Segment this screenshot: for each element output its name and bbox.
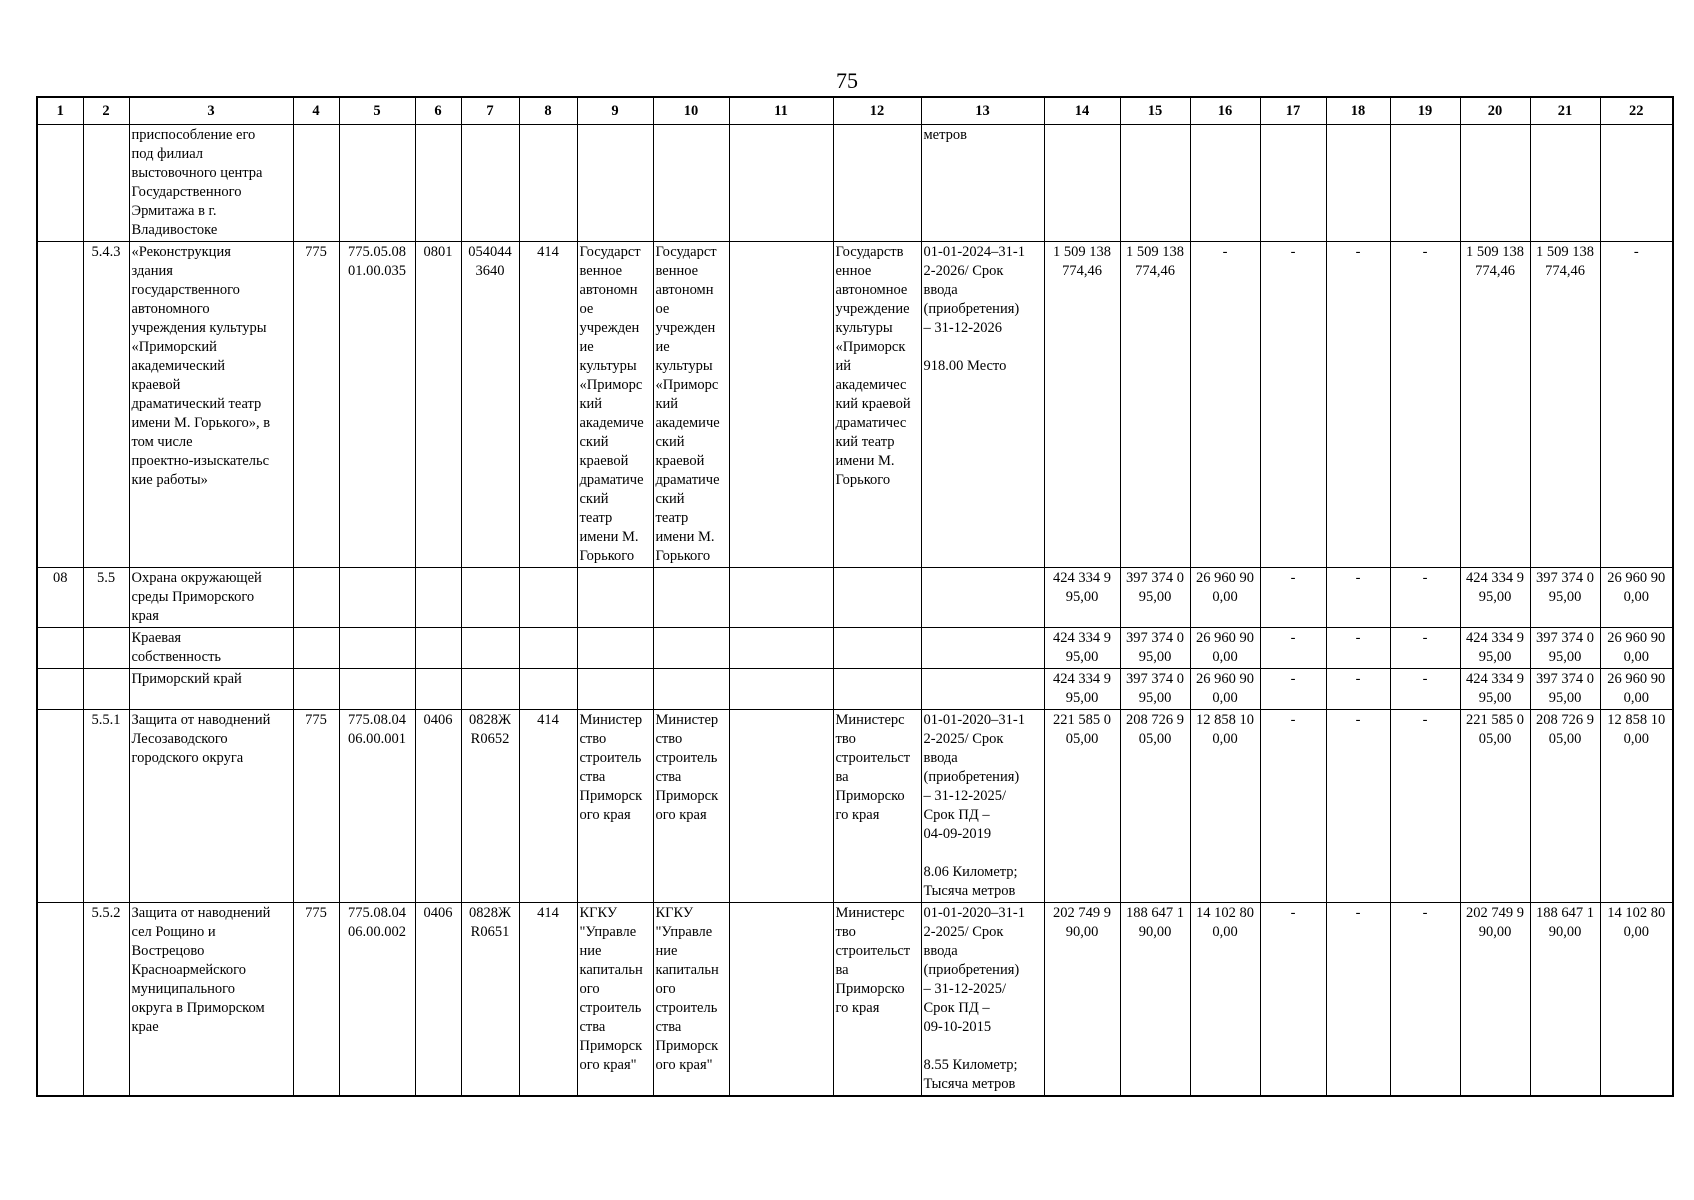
table-cell: - [1326, 710, 1390, 903]
table-cell [729, 568, 833, 628]
column-header: 19 [1390, 97, 1460, 125]
table-cell [519, 568, 577, 628]
table-cell [729, 242, 833, 568]
table-cell: 424 334 9 95,00 [1044, 568, 1120, 628]
table-cell [339, 669, 415, 710]
table-cell [653, 628, 729, 669]
table-cell: 26 960 90 0,00 [1600, 628, 1673, 669]
table-cell [577, 628, 653, 669]
table-cell: 775.08.04 06.00.002 [339, 903, 415, 1097]
table-cell [83, 628, 129, 669]
table-cell: 414 [519, 242, 577, 568]
row-kraevaya [37, 628, 1673, 669]
table-cell [833, 669, 921, 710]
column-header: 13 [921, 97, 1044, 125]
table-cell: Краевая собственность [129, 628, 293, 669]
table-cell: 188 647 1 90,00 [1120, 903, 1190, 1097]
table-cell [461, 669, 519, 710]
table-cell [415, 628, 461, 669]
table-cell: «Реконструкция здания государственного автономного учреждения культуры «Приморский академический краевой драматический театр имени М. Горького», в том числе проектно-изыскательс кие работы» [129, 242, 293, 568]
row-5-5 [37, 568, 1673, 628]
table-cell: 26 960 90 0,00 [1190, 669, 1260, 710]
table-cell [653, 125, 729, 242]
table-cell: 26 960 90 0,00 [1190, 628, 1260, 669]
column-header: 21 [1530, 97, 1600, 125]
table-cell [293, 669, 339, 710]
table-cell [921, 669, 1044, 710]
table-cell: 01-01-2020–31-1 2-2025/ Срок ввода (приобретения) – 31-12-2025/ Срок ПД – 09-10-2015 8.55 Километр; Тысяча метров [921, 903, 1044, 1097]
table-cell: 208 726 9 05,00 [1530, 710, 1600, 903]
column-header: 18 [1326, 97, 1390, 125]
table-cell: 775.05.08 01.00.035 [339, 242, 415, 568]
table-cell [833, 125, 921, 242]
table-cell: 1 509 138 774,46 [1460, 242, 1530, 568]
table-cell: - [1390, 669, 1460, 710]
column-header: 7 [461, 97, 519, 125]
table-cell: 0828Ж R0652 [461, 710, 519, 903]
table-cell: 397 374 0 95,00 [1120, 628, 1190, 669]
table-cell: - [1390, 903, 1460, 1097]
table-cell: КГКУ "Управле ние капитальн ого строитель ства Приморск ого края" [653, 903, 729, 1097]
page-number: 75 [836, 68, 858, 93]
table-cell: 26 960 90 0,00 [1190, 568, 1260, 628]
table-cell: КГКУ "Управле ние капитальн ого строитель ства Приморск ого края" [577, 903, 653, 1097]
table-cell: - [1260, 710, 1326, 903]
table-cell: 397 374 0 95,00 [1120, 669, 1190, 710]
table-cell [519, 669, 577, 710]
table-cell: 414 [519, 710, 577, 903]
table-cell [37, 903, 83, 1097]
column-header: 12 [833, 97, 921, 125]
table-cell [461, 568, 519, 628]
column-header: 22 [1600, 97, 1673, 125]
table-cell: 0406 [415, 710, 461, 903]
table-cell: Государст венное автономн ое учрежден ие культуры «Приморс кий академиче ский краевой драматиче ский театр имени М. Горького [653, 242, 729, 568]
table-cell: - [1390, 628, 1460, 669]
table-cell: приспособление его под филиал выстовочного центра Государственного Эрмитажа в г. Владивостоке [129, 125, 293, 242]
column-header: 20 [1460, 97, 1530, 125]
table-cell [1390, 125, 1460, 242]
table-cell: - [1260, 903, 1326, 1097]
table-cell: 202 749 9 90,00 [1044, 903, 1120, 1097]
table-cell: 414 [519, 903, 577, 1097]
column-header: 8 [519, 97, 577, 125]
table-cell [1600, 125, 1673, 242]
table-cell: 14 102 80 0,00 [1190, 903, 1260, 1097]
table-cell: Приморский край [129, 669, 293, 710]
table-cell [729, 628, 833, 669]
column-header: 14 [1044, 97, 1120, 125]
table-cell: Министерс тво строительст ва Приморско го края [833, 710, 921, 903]
table-cell: 775 [293, 710, 339, 903]
table-cell: 424 334 9 95,00 [1044, 628, 1120, 669]
table-cell [37, 125, 83, 242]
table-cell: 424 334 9 95,00 [1460, 628, 1530, 669]
table-cell: 397 374 0 95,00 [1530, 628, 1600, 669]
table-cell [1190, 125, 1260, 242]
column-header: 2 [83, 97, 129, 125]
table-cell [37, 669, 83, 710]
table-cell: 1 509 138 774,46 [1044, 242, 1120, 568]
table-cell: 5.4.3 [83, 242, 129, 568]
table-cell [293, 125, 339, 242]
table-cell: Защита от наводнений сел Рощино и Вострецово Красноармейского муниципального округа в Приморском крае [129, 903, 293, 1097]
table-cell [339, 628, 415, 669]
table-cell: 5.5.1 [83, 710, 129, 903]
table-cell [577, 669, 653, 710]
table-cell: 1 509 138 774,46 [1530, 242, 1600, 568]
table-cell: - [1190, 242, 1260, 568]
table-cell: 221 585 0 05,00 [1044, 710, 1120, 903]
table-cell: - [1390, 242, 1460, 568]
table-cell: Защита от наводнений Лесозаводского городского округа [129, 710, 293, 903]
column-header: 15 [1120, 97, 1190, 125]
table-cell: 397 374 0 95,00 [1530, 568, 1600, 628]
column-header: 9 [577, 97, 653, 125]
table-cell: 1 509 138 774,46 [1120, 242, 1190, 568]
table-cell: 397 374 0 95,00 [1120, 568, 1190, 628]
table-cell: метров [921, 125, 1044, 242]
table-cell [729, 125, 833, 242]
table-cell: 221 585 0 05,00 [1460, 710, 1530, 903]
row-5-5-1 [37, 710, 1673, 903]
table-cell [519, 628, 577, 669]
table-cell: - [1390, 710, 1460, 903]
table-cell [83, 669, 129, 710]
table-cell: Министер ство строитель ства Приморск ого края [577, 710, 653, 903]
column-header: 5 [339, 97, 415, 125]
table-cell: - [1260, 669, 1326, 710]
table-cell [833, 568, 921, 628]
column-header: 4 [293, 97, 339, 125]
table-cell: 424 334 9 95,00 [1460, 568, 1530, 628]
table-cell [37, 242, 83, 568]
column-header: 11 [729, 97, 833, 125]
table-cell [519, 125, 577, 242]
table-cell [339, 125, 415, 242]
table-cell: 0801 [415, 242, 461, 568]
table-cell [461, 628, 519, 669]
table-cell: - [1600, 242, 1673, 568]
table-cell [339, 568, 415, 628]
table-cell: - [1260, 568, 1326, 628]
table-cell [653, 669, 729, 710]
table-cell: 202 749 9 90,00 [1460, 903, 1530, 1097]
column-header: 3 [129, 97, 293, 125]
table-cell [729, 710, 833, 903]
table-cell: 0406 [415, 903, 461, 1097]
table-cell: 208 726 9 05,00 [1120, 710, 1190, 903]
table-cell: - [1326, 628, 1390, 669]
column-header: 10 [653, 97, 729, 125]
table-cell: 397 374 0 95,00 [1530, 669, 1600, 710]
row-primorsky-krai [37, 669, 1673, 710]
table-cell: 12 858 10 0,00 [1600, 710, 1673, 903]
header-row [37, 97, 1673, 125]
table-cell: Министерс тво строительст ва Приморско го края [833, 903, 921, 1097]
table-cell [921, 628, 1044, 669]
table-cell: - [1260, 628, 1326, 669]
column-header: 16 [1190, 97, 1260, 125]
table-cell: - [1326, 669, 1390, 710]
row-hermitage-continued [37, 125, 1673, 242]
table-cell: 12 858 10 0,00 [1190, 710, 1260, 903]
table-cell: 08 [37, 568, 83, 628]
table-cell [1120, 125, 1190, 242]
table-cell: 0828Ж R0651 [461, 903, 519, 1097]
table-cell: Государств енное автономное учреждение культуры «Приморск ий академичес кий краевой драматичес кий театр имени М. Горького [833, 242, 921, 568]
table-cell [729, 669, 833, 710]
table-cell: Охрана окружающей среды Приморского края [129, 568, 293, 628]
table-cell [415, 568, 461, 628]
table-cell [1460, 125, 1530, 242]
table-cell: Государст венное автономн ое учрежден ие культуры «Приморс кий академиче ский краевой драматиче ский театр имени М. Горького [577, 242, 653, 568]
column-header: 6 [415, 97, 461, 125]
table-cell: - [1390, 568, 1460, 628]
table-cell: 01-01-2020–31-1 2-2025/ Срок ввода (приобретения) – 31-12-2025/ Срок ПД – 04-09-2019 8.06 Километр; Тысяча метров [921, 710, 1044, 903]
table-cell: 26 960 90 0,00 [1600, 568, 1673, 628]
table-cell [37, 628, 83, 669]
row-5-5-2 [37, 903, 1673, 1097]
table-cell [577, 125, 653, 242]
table-cell: - [1260, 242, 1326, 568]
table-cell: 424 334 9 95,00 [1460, 669, 1530, 710]
table-cell: 26 960 90 0,00 [1600, 669, 1673, 710]
table-cell: - [1326, 903, 1390, 1097]
table-cell [1044, 125, 1120, 242]
table-cell: Министер ство строитель ства Приморск ого края [653, 710, 729, 903]
table-cell [37, 710, 83, 903]
table-cell: 775.08.04 06.00.001 [339, 710, 415, 903]
table-cell [83, 125, 129, 242]
table-cell [415, 669, 461, 710]
table-cell: - [1326, 568, 1390, 628]
table-cell [415, 125, 461, 242]
table-cell: 5.5 [83, 568, 129, 628]
table-cell [1530, 125, 1600, 242]
table-cell: 188 647 1 90,00 [1530, 903, 1600, 1097]
table-cell: 054044 3640 [461, 242, 519, 568]
table-cell [1326, 125, 1390, 242]
table-cell: 01-01-2024–31-1 2-2026/ Срок ввода (приобретения) – 31-12-2026 918.00 Место [921, 242, 1044, 568]
table-cell [921, 568, 1044, 628]
table-cell: 775 [293, 903, 339, 1097]
table-cell [293, 628, 339, 669]
table-body [37, 125, 1673, 1097]
row-5-4-3 [37, 242, 1673, 568]
table-cell [729, 903, 833, 1097]
table-cell [461, 125, 519, 242]
table-cell [833, 628, 921, 669]
table-cell [577, 568, 653, 628]
table-cell [653, 568, 729, 628]
table-cell: - [1326, 242, 1390, 568]
table-cell: 5.5.2 [83, 903, 129, 1097]
table-cell: 14 102 80 0,00 [1600, 903, 1673, 1097]
column-header: 1 [37, 97, 83, 125]
table-cell [293, 568, 339, 628]
table-cell [1260, 125, 1326, 242]
column-header: 17 [1260, 97, 1326, 125]
table-cell: 424 334 9 95,00 [1044, 669, 1120, 710]
table-cell: 775 [293, 242, 339, 568]
budget-table [36, 96, 1674, 1097]
